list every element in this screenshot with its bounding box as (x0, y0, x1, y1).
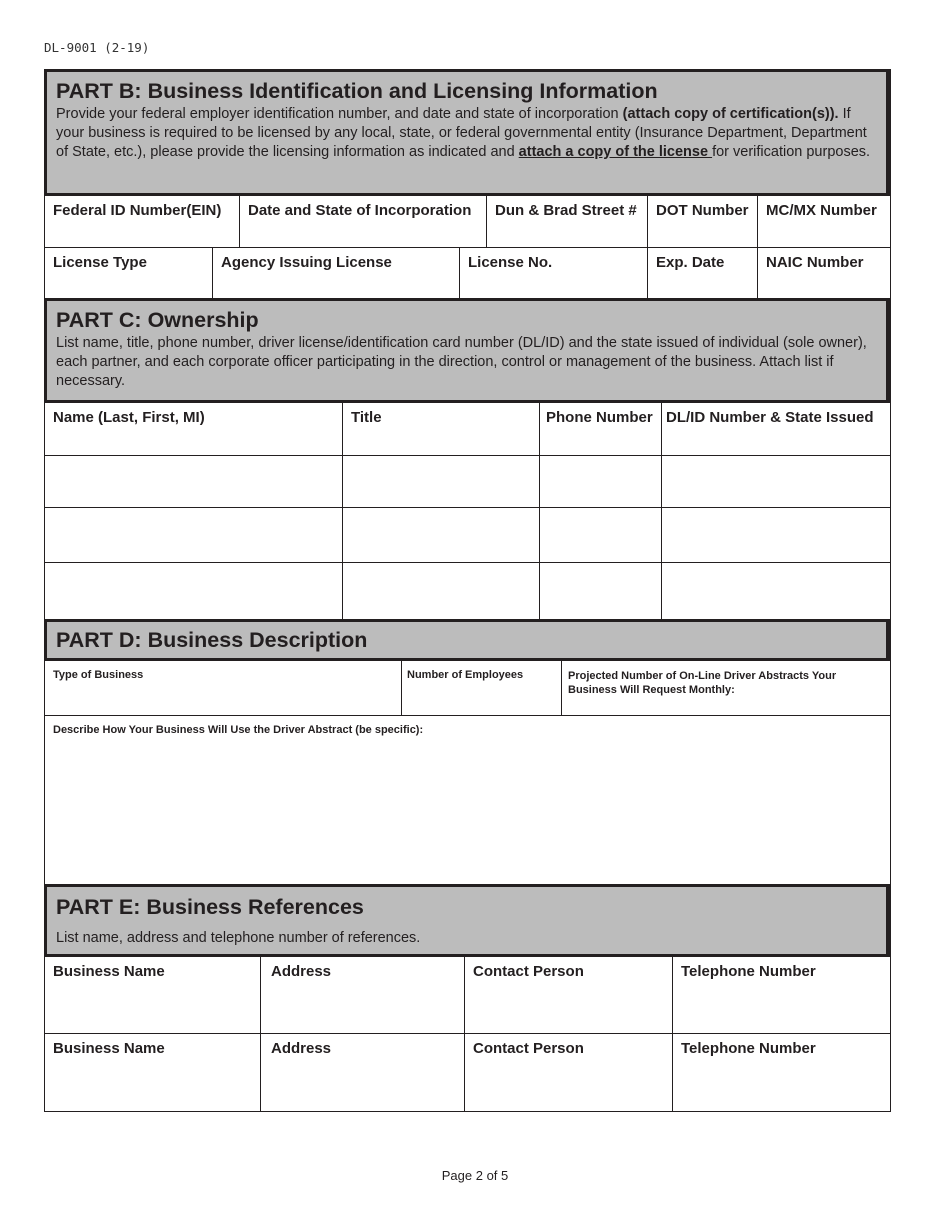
part-b-desc-3: for verification purposes. (712, 143, 871, 160)
owner-dlid-input[interactable] (662, 456, 890, 508)
owner-phone-input[interactable] (540, 456, 662, 508)
part-b-title: PART B: Business Identification and Licensing Information (56, 79, 658, 103)
owner-name-input[interactable] (45, 508, 343, 563)
owner-phone-input[interactable] (540, 563, 662, 619)
owner-title-input[interactable] (343, 508, 540, 563)
reference-telephone-field[interactable]: Telephone Number (673, 957, 890, 1034)
owner-name-input[interactable] (45, 456, 343, 508)
license-type-field[interactable]: License Type (45, 248, 213, 299)
describe-usage-field[interactable] (44, 716, 891, 884)
owner-dlid-input[interactable] (662, 563, 890, 619)
part-e-description: List name, address and telephone number of references. (56, 929, 421, 946)
part-b-desc-underline: attach a copy of the license (518, 143, 713, 160)
owner-dlid-header: DL/ID Number & State Issued (662, 403, 890, 456)
owner-title-input[interactable] (343, 563, 540, 619)
describe-usage-label: Describe How Your Business Will Use the Driver Abstract (be specific): (53, 724, 424, 736)
part-d-header (44, 619, 891, 661)
ownership-header-row (44, 403, 891, 456)
incorporation-field[interactable]: Date and State of Incorporation (240, 196, 487, 248)
reference-row (44, 957, 891, 1034)
dun-brad-street-field[interactable]: Dun & Brad Street # (487, 196, 648, 248)
owner-title-input[interactable] (343, 456, 540, 508)
projected-abstracts-field[interactable]: Projected Number of On-Line Driver Abstracts Your Business Will Request Monthly: (562, 661, 890, 716)
owner-name-header: Name (Last, First, MI) (45, 403, 343, 456)
part-d-row (44, 661, 891, 716)
ownership-row (44, 508, 891, 563)
part-e-header (44, 884, 891, 957)
part-b-row-2 (44, 248, 891, 299)
owner-phone-input[interactable] (540, 508, 662, 563)
form-code: DL-9001 (2-19) (44, 40, 150, 55)
type-of-business-field[interactable]: Type of Business (45, 661, 402, 716)
reference-address-field[interactable]: Address (261, 1034, 465, 1112)
naic-number-field[interactable]: NAIC Number (758, 248, 890, 299)
federal-id-field[interactable]: Federal ID Number(EIN) (45, 196, 240, 248)
mc-mx-number-field[interactable]: MC/MX Number (758, 196, 890, 248)
reference-business-name-field[interactable]: Business Name (45, 957, 261, 1034)
agency-issuing-license-field[interactable]: Agency Issuing License (213, 248, 460, 299)
part-c-title: PART C: Ownership (56, 308, 259, 332)
reference-address-field[interactable]: Address (261, 957, 465, 1034)
reference-contact-person-field[interactable]: Contact Person (465, 957, 673, 1034)
part-c-header (44, 298, 891, 403)
owner-dlid-input[interactable] (662, 508, 890, 563)
number-of-employees-field[interactable]: Number of Employees (402, 661, 562, 716)
owner-name-input[interactable] (45, 563, 343, 619)
page-number: Page 2 of 5 (441, 1168, 509, 1183)
part-d-title: PART D: Business Description (56, 628, 368, 652)
ownership-row (44, 456, 891, 508)
owner-phone-header: Phone Number (540, 403, 662, 456)
reference-telephone-field[interactable]: Telephone Number (673, 1034, 890, 1112)
part-c-description: List name, title, phone number, driver license/identification card number (DL/ID) and the state issued of individual (sole owner), each partner, and each corporate officer participating in the direction, control or management of the business. Attach list if necessary. (56, 334, 867, 389)
ownership-row (44, 563, 891, 619)
part-b-desc-1: Provide your federal employer identification number, and date and state of incorporation (56, 105, 623, 122)
reference-row (44, 1034, 891, 1112)
reference-contact-person-field[interactable]: Contact Person (465, 1034, 673, 1112)
license-no-field[interactable]: License No. (460, 248, 648, 299)
part-b-desc-2: If your business is required to be licensed by any local, state, or federal governmental entity (Insurance Department, Department of State, etc.), please provide the licensing information as indicated and (56, 105, 867, 160)
exp-date-field[interactable]: Exp. Date (648, 248, 758, 299)
part-b-description (56, 105, 877, 162)
part-b-row-1 (44, 196, 891, 248)
owner-title-header: Title (343, 403, 540, 456)
part-e-title: PART E: Business References (56, 895, 364, 919)
part-b-desc-bold: (attach copy of certification(s)). (622, 105, 839, 122)
part-b-header (44, 69, 891, 196)
reference-business-name-field[interactable]: Business Name (45, 1034, 261, 1112)
dot-number-field[interactable]: DOT Number (648, 196, 758, 248)
